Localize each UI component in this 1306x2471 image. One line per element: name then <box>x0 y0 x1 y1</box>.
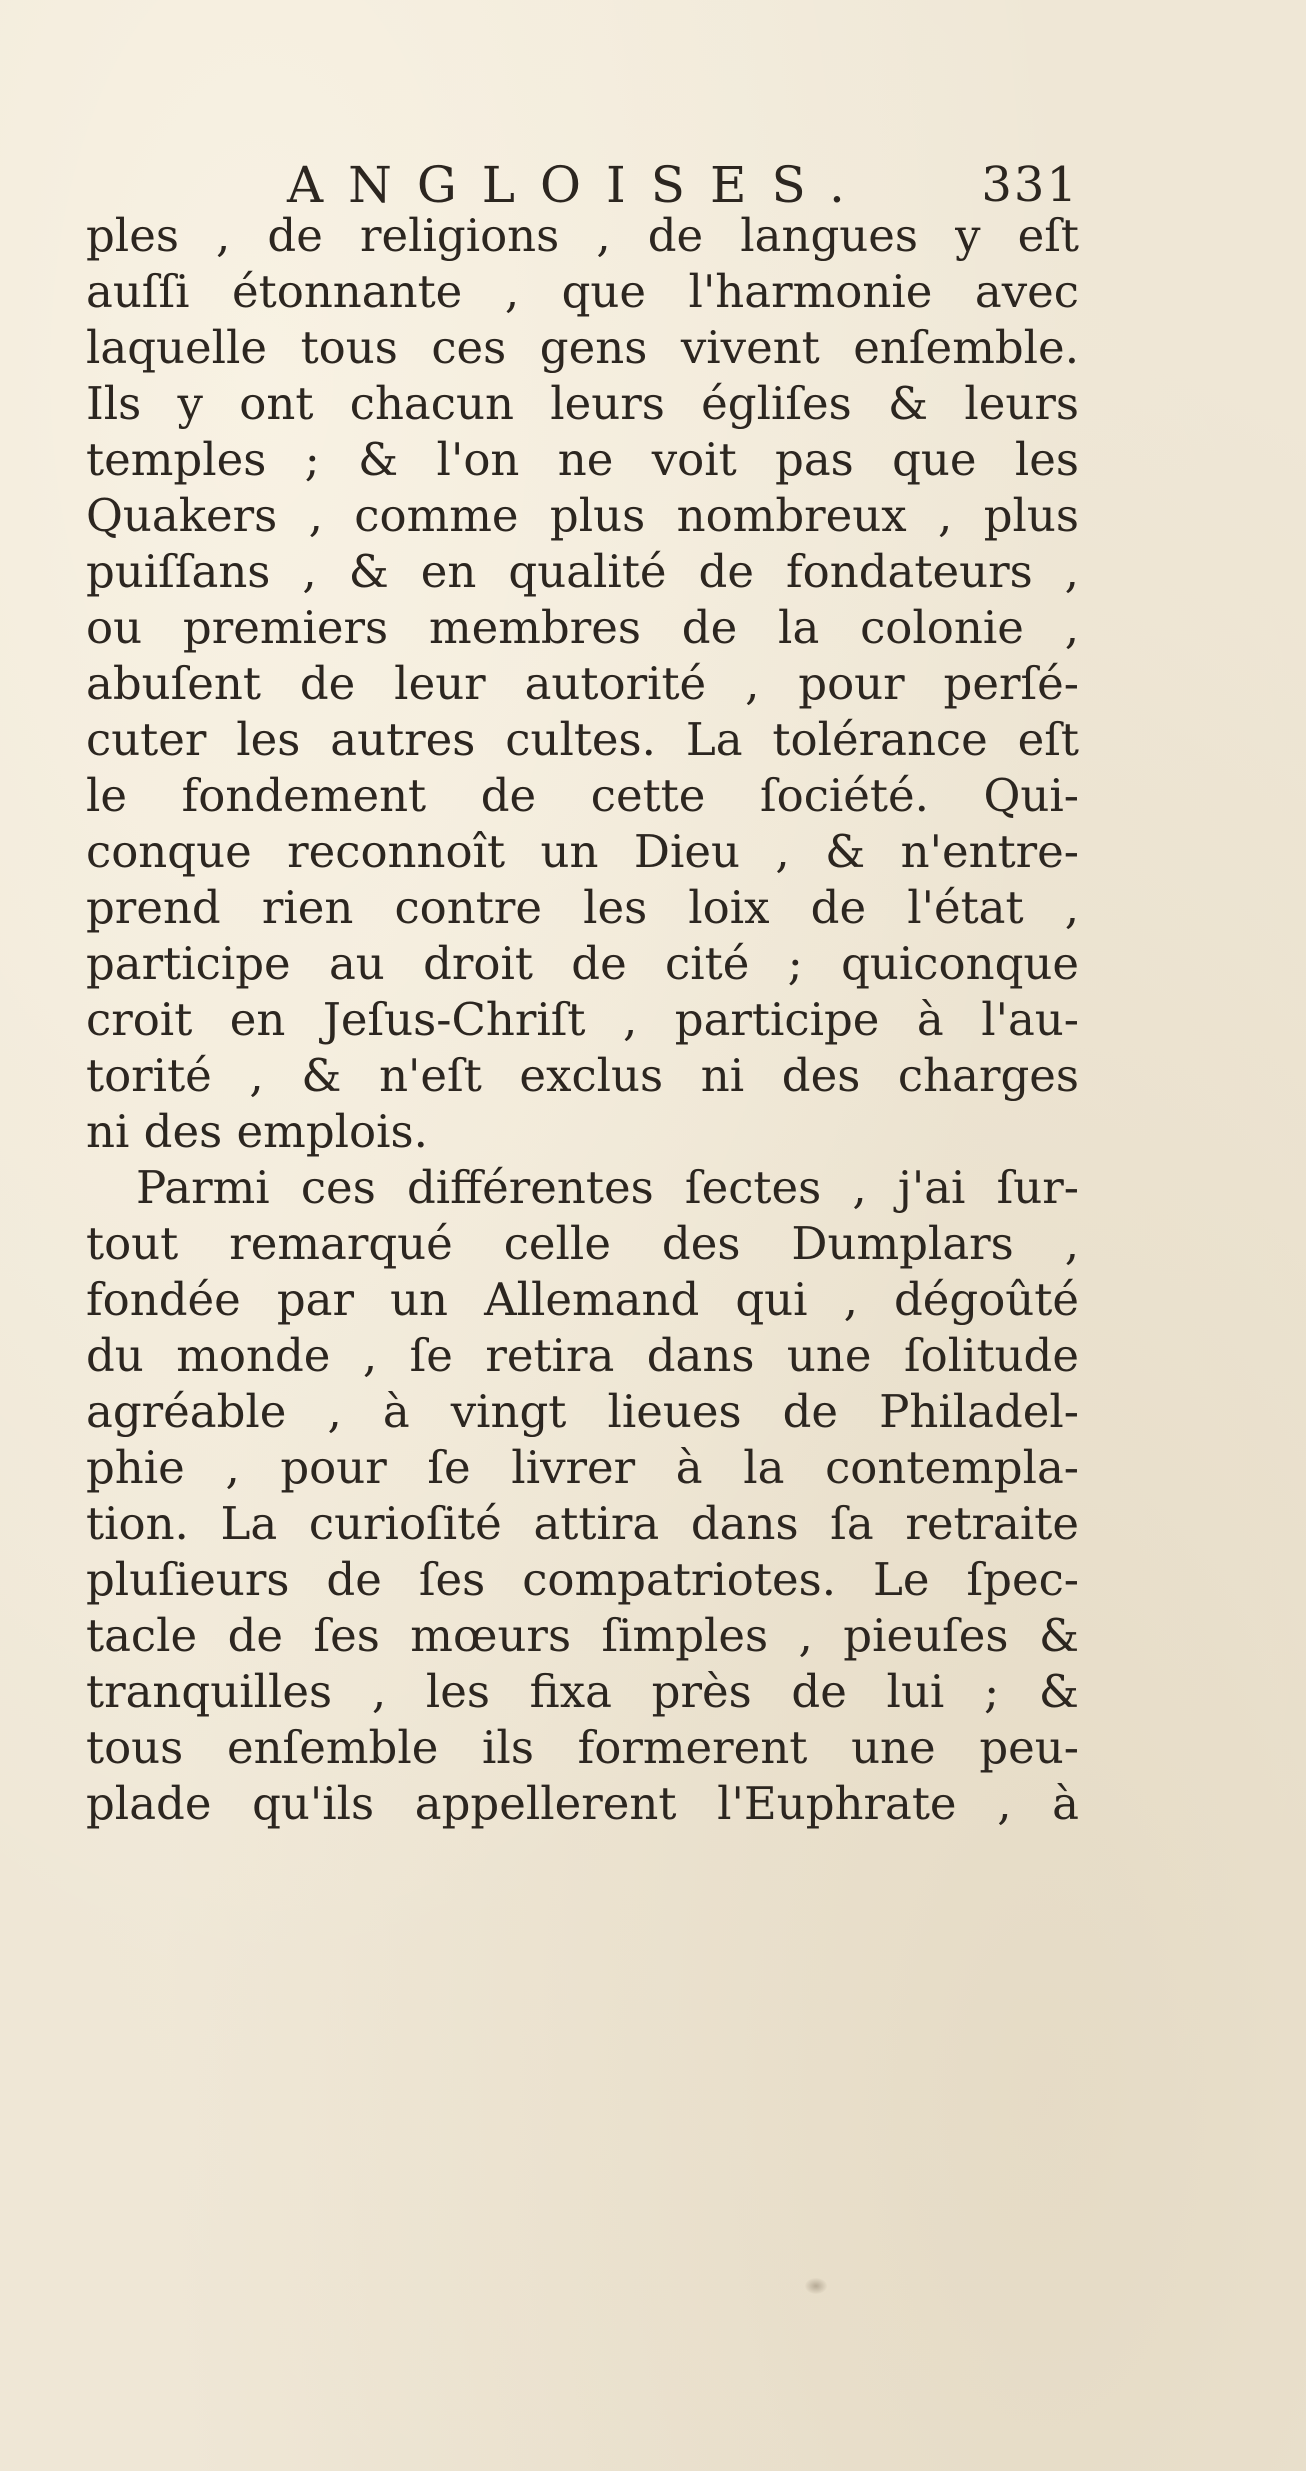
paragraph-end-line: ni des emplois. <box>86 1105 428 1158</box>
text-line: tous enſemble ils formerent une peu- <box>86 1721 1079 1774</box>
text-line: du monde , ſe retira dans une ſolitude <box>86 1329 1079 1382</box>
paragraph-start-line: Parmi ces différentes ſectes , j'ai ſur- <box>136 1161 1079 1214</box>
text-line: tacle de ſes mœurs ſimples , pieuſes & <box>86 1609 1079 1662</box>
text-line: participe au droit de cité ; quiconque <box>86 937 1079 990</box>
text-line: temples ; & l'on ne voit pas que les <box>86 433 1079 486</box>
text-line: tion. La curioſité attira dans ſa retraite <box>86 1497 1079 1550</box>
page-number: 331 <box>981 157 1079 213</box>
text-line: tout remarqué celle des Dumplars , <box>86 1217 1079 1270</box>
running-head: ANGLOISES. <box>287 156 870 214</box>
text-line: Ils y ont chacun leurs égliſes & leurs <box>86 377 1079 430</box>
text-line: le fondement de cette ſociété. Qui- <box>86 769 1079 822</box>
text-line: laquelle tous ces gens vivent enſemble. <box>86 321 1079 374</box>
text-line: plade qu'ils appellerent l'Euphrate , à <box>86 1777 1079 1830</box>
text-line: phie , pour ſe livrer à la contempla- <box>86 1441 1079 1494</box>
ink-smudge <box>805 2278 827 2294</box>
text-line: torité , & n'eſt exclus ni des charges <box>86 1049 1079 1102</box>
text-line: ples , de religions , de langues y eſt <box>86 209 1079 262</box>
text-line: croit en Jeſus-Chriſt , participe à l'au- <box>86 993 1079 1046</box>
text-line: abuſent de leur autorité , pour perſé- <box>86 657 1079 710</box>
text-line: conque reconnoît un Dieu , & n'entre- <box>86 825 1079 878</box>
text-line: Quakers , comme plus nombreux , plus <box>86 489 1079 542</box>
text-line: auſſi étonnante , que l'harmonie avec <box>86 265 1079 318</box>
text-line: agréable , à vingt lieues de Philadel- <box>86 1385 1079 1438</box>
text-line: ou premiers membres de la colonie , <box>86 601 1079 654</box>
body-text <box>86 208 1079 1832</box>
text-line: cuter les autres cultes. La tolérance eſt <box>86 713 1079 766</box>
text-line: fondée par un Allemand qui , dégoûté <box>86 1273 1079 1326</box>
text-line: pluſieurs de ſes compatriotes. Le ſpec- <box>86 1553 1079 1606</box>
text-line: prend rien contre les loix de l'état , <box>86 881 1079 934</box>
text-line: tranquilles , les fixa près de lui ; & <box>86 1665 1079 1718</box>
text-line: puiſſans , & en qualité de fondateurs , <box>86 545 1079 598</box>
